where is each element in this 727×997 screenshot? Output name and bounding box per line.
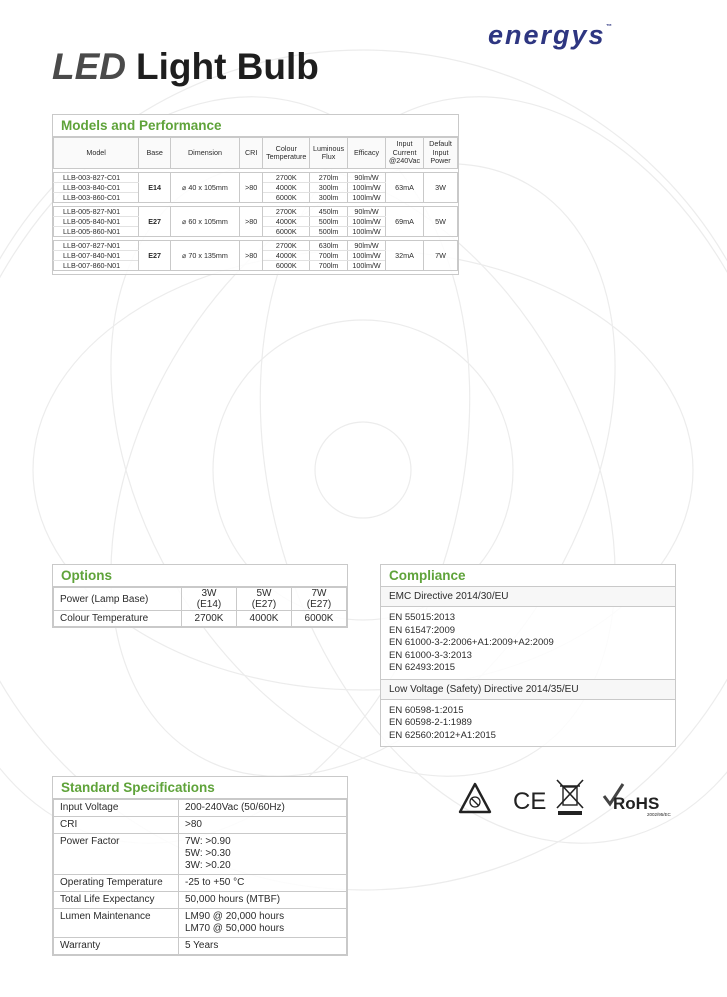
option-value: 7W (E27) [292, 588, 347, 611]
spec-value [179, 875, 347, 892]
spec-label: Input Voltage [54, 800, 179, 817]
temp-cell: 6000K [263, 261, 310, 271]
table-row [54, 241, 458, 251]
spec-value [179, 892, 347, 909]
table-row [54, 875, 347, 892]
col-base: Base [139, 138, 171, 169]
options-table [53, 587, 347, 627]
spec-value [179, 834, 347, 875]
options-panel [52, 564, 348, 628]
temp-cell: 2700K [263, 173, 310, 183]
cri-cell: >80 [239, 173, 263, 203]
emc-standards-list [381, 607, 675, 679]
list-item: EN 61547:2009 [389, 624, 456, 636]
spec-value-line: 7W: >0.90 [185, 836, 231, 847]
model-cell: LLB-005-827-N01 [54, 207, 139, 217]
model-cell: LLB-005-840-N01 [54, 217, 139, 227]
list-item: EN 55015:2013 [389, 612, 456, 623]
col-default-input-power: Default Input Power [424, 138, 458, 169]
spec-value-line: 5W: >0.30 [185, 848, 231, 859]
flux-cell: 270lm [310, 173, 348, 183]
efficacy-cell: 90lm/W [348, 207, 386, 217]
page-title: LED Light Bulb [52, 46, 319, 87]
svg-text:CE: CE [513, 788, 547, 815]
table-row [54, 892, 347, 909]
lvd-standards-list [381, 700, 675, 747]
list-item: EN 62493:2015 [389, 662, 456, 673]
list-item: EN 61000-3-3:2013 [389, 649, 472, 661]
dimension-cell: ⌀ 70 x 135mm [171, 241, 240, 271]
model-cell: LLB-007-827-N01 [54, 241, 139, 251]
spec-value-line: LM70 @ 50,000 hours [185, 923, 285, 934]
power-cell: 3W [424, 173, 458, 203]
spec-label: Operating Temperature [54, 875, 179, 892]
models-table [53, 137, 458, 274]
col-input-current: Input Current @240Vac [386, 138, 424, 169]
spec-value-line: 5 Years [185, 940, 219, 951]
flux-cell: 450lm [310, 207, 348, 217]
table-row [54, 909, 347, 938]
table-row [54, 611, 347, 627]
efficacy-cell: 100lm/W [348, 261, 386, 271]
spec-value-line: 3W: >0.20 [185, 860, 231, 871]
temp-cell: 6000K [263, 227, 310, 237]
efficacy-cell: 90lm/W [348, 173, 386, 183]
models-header-row [54, 138, 458, 169]
svg-text:2002/95/EC: 2002/95/EC [647, 812, 671, 817]
list-item: EN 62560:2012+A1:2015 [389, 729, 496, 741]
lvd-directive-title: Low Voltage (Safety) Directive 2014/35/EU [381, 679, 675, 700]
spec-value [179, 817, 347, 834]
spec-value [179, 938, 347, 955]
svg-text:RoHS: RoHS [613, 794, 660, 813]
base-cell: E14 [139, 173, 171, 203]
model-cell: LLB-007-860-N01 [54, 261, 139, 271]
col-colour-temperature: Colour Temperature [263, 138, 310, 169]
rohs-icon [604, 784, 672, 817]
certification-icons [457, 778, 679, 818]
spec-label: CRI [54, 817, 179, 834]
spec-value [179, 909, 347, 938]
model-cell: LLB-007-840-N01 [54, 251, 139, 261]
compliance-heading: Compliance [381, 565, 675, 587]
model-cell: LLB-003-827-C01 [54, 173, 139, 183]
spec-label: Warranty [54, 938, 179, 955]
option-value: 4000K [237, 611, 292, 627]
flux-cell: 500lm [310, 227, 348, 237]
table-row [54, 817, 347, 834]
models-panel [52, 114, 459, 275]
flux-cell: 700lm [310, 251, 348, 261]
table-row [54, 834, 347, 875]
table-row [54, 207, 458, 217]
spec-label: Power Factor [54, 834, 179, 875]
flux-cell: 500lm [310, 217, 348, 227]
spec-value [179, 800, 347, 817]
dimension-cell: ⌀ 40 x 105mm [171, 173, 240, 203]
col-model: Model [54, 138, 139, 169]
spec-value-line: 200-240Vac (50/60Hz) [185, 802, 285, 813]
spec-value-line: LM90 @ 20,000 hours [185, 911, 285, 922]
model-cell: LLB-003-860-C01 [54, 193, 139, 203]
flux-cell: 300lm [310, 183, 348, 193]
spec-value-line: -25 to +50 °C [185, 877, 245, 888]
models-heading: Models and Performance [53, 115, 458, 137]
efficacy-cell: 90lm/W [348, 241, 386, 251]
option-label: Power (Lamp Base) [54, 588, 182, 611]
options-heading: Options [53, 565, 347, 587]
option-value: 3W (E14) [182, 588, 237, 611]
efficacy-cell: 100lm/W [348, 251, 386, 261]
col-efficacy: Efficacy [348, 138, 386, 169]
power-cell: 7W [424, 241, 458, 271]
col-cri: CRI [239, 138, 263, 169]
weee-bin-icon [557, 780, 583, 815]
flux-cell: 300lm [310, 193, 348, 203]
efficacy-cell: 100lm/W [348, 217, 386, 227]
temp-cell: 4000K [263, 217, 310, 227]
spec-value-line: >80 [185, 819, 202, 830]
brand-logo: energys™ [488, 20, 612, 50]
option-value: 6000K [292, 611, 347, 627]
flux-cell: 700lm [310, 261, 348, 271]
specs-panel [52, 776, 348, 956]
table-row [54, 800, 347, 817]
specs-heading: Standard Specifications [53, 777, 347, 799]
emc-directive-title: EMC Directive 2014/30/EU [381, 587, 675, 607]
table-row [54, 588, 347, 611]
table-row [54, 173, 458, 183]
ce-mark-icon [513, 788, 546, 815]
list-item: EN 60598-2-1:1989 [389, 717, 472, 728]
current-cell: 32mA [386, 241, 424, 271]
ltd-triangle-icon [460, 784, 490, 812]
option-label: Colour Temperature [54, 611, 182, 627]
cri-cell: >80 [239, 241, 263, 271]
temp-cell: 2700K [263, 241, 310, 251]
spec-label: Total Life Expectancy [54, 892, 179, 909]
list-item: EN 61000-3-2:2006+A1:2009+A2:2009 [389, 637, 554, 648]
base-cell: E27 [139, 207, 171, 237]
list-item: EN 60598-1:2015 [389, 704, 464, 716]
current-cell: 63mA [386, 173, 424, 203]
cri-cell: >80 [239, 207, 263, 237]
model-cell: LLB-003-840-C01 [54, 183, 139, 193]
model-cell: LLB-005-860-N01 [54, 227, 139, 237]
compliance-panel [380, 564, 676, 747]
col-dimension: Dimension [171, 138, 240, 169]
option-value: 5W (E27) [237, 588, 292, 611]
dimension-cell: ⌀ 60 x 105mm [171, 207, 240, 237]
base-cell: E27 [139, 241, 171, 271]
col-luminous-flux: Luminous Flux [310, 138, 348, 169]
efficacy-cell: 100lm/W [348, 193, 386, 203]
option-value: 2700K [182, 611, 237, 627]
flux-cell: 630lm [310, 241, 348, 251]
temp-cell: 6000K [263, 193, 310, 203]
table-row [54, 938, 347, 955]
efficacy-cell: 100lm/W [348, 227, 386, 237]
temp-cell: 4000K [263, 251, 310, 261]
temp-cell: 4000K [263, 183, 310, 193]
spec-label: Lumen Maintenance [54, 909, 179, 938]
spec-value-line: 50,000 hours (MTBF) [185, 894, 281, 905]
temp-cell: 2700K [263, 207, 310, 217]
current-cell: 69mA [386, 207, 424, 237]
efficacy-cell: 100lm/W [348, 183, 386, 193]
power-cell: 5W [424, 207, 458, 237]
specs-table [53, 799, 347, 955]
